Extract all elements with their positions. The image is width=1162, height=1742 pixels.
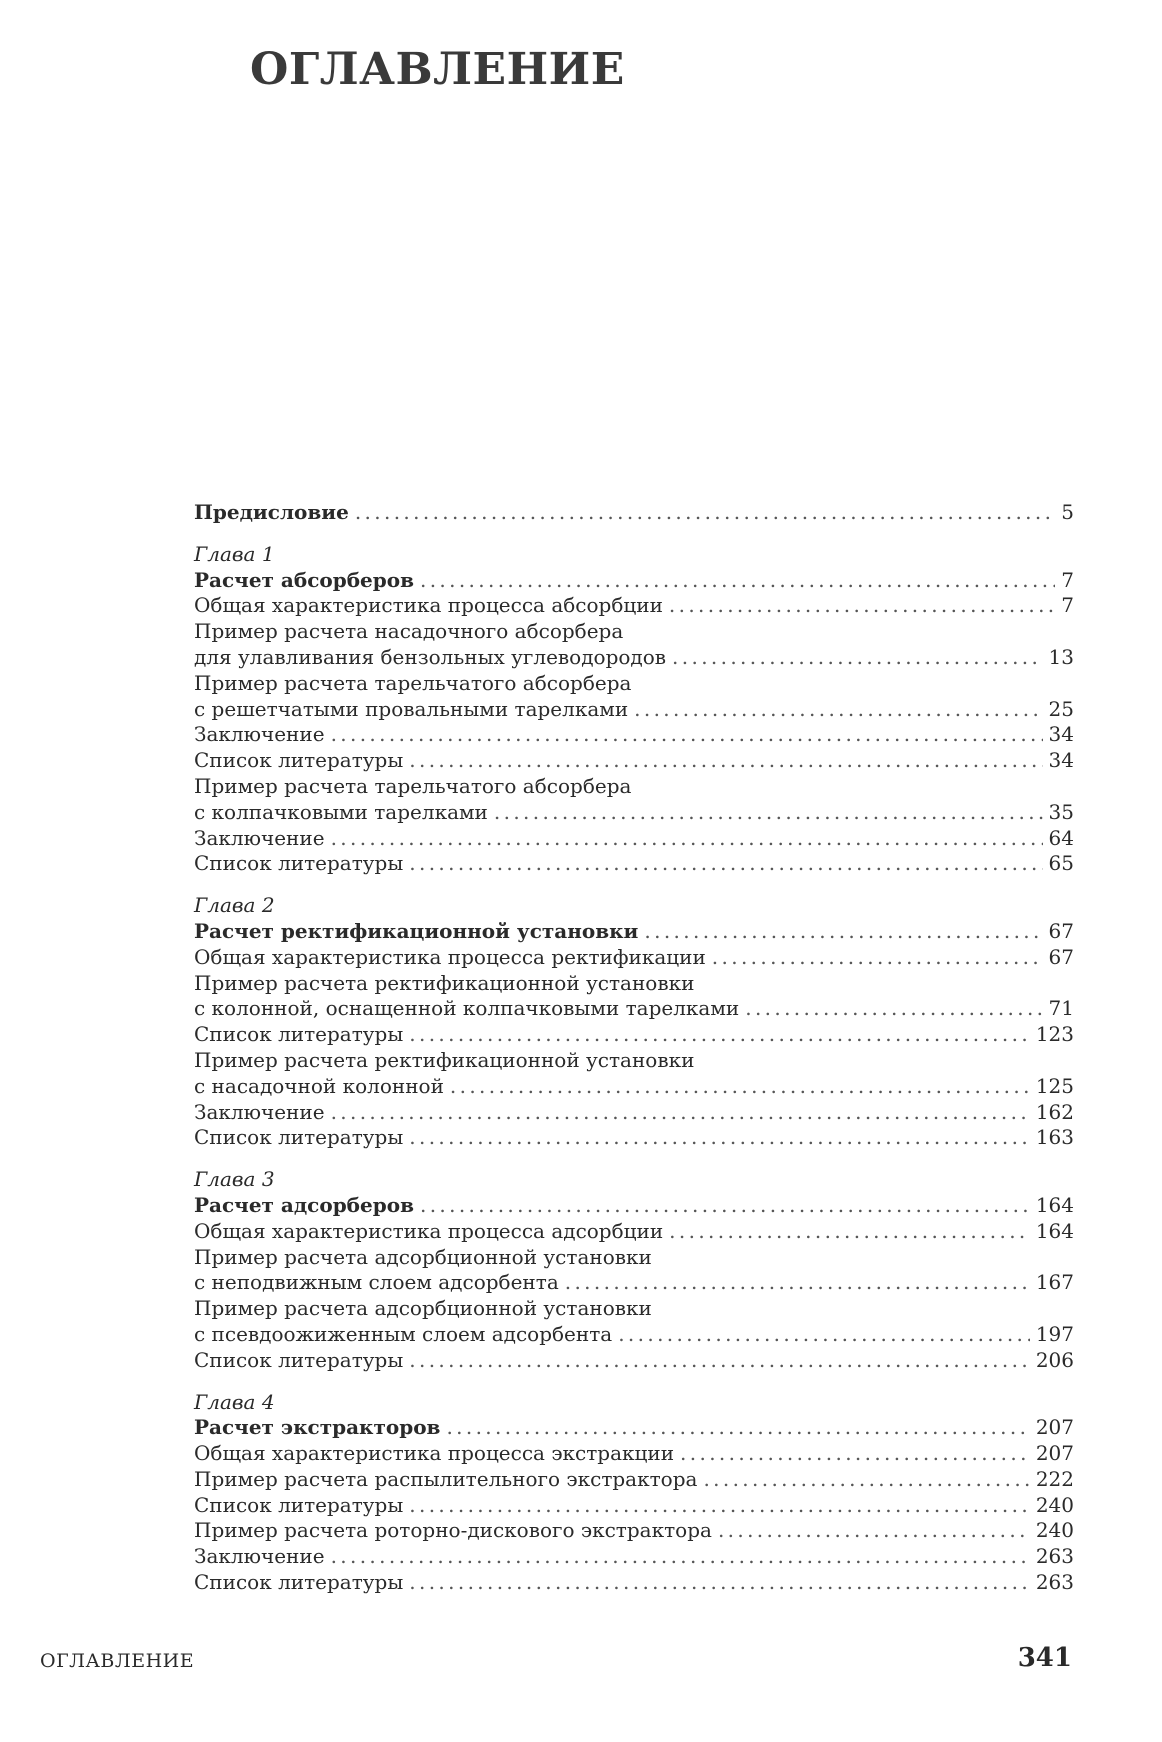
toc-entry[interactable] bbox=[194, 1074, 1074, 1100]
running-footer: ОГЛАВЛЕНИЕ bbox=[40, 1650, 195, 1672]
toc-entry-page: 240 bbox=[1035, 1518, 1074, 1543]
toc-entry[interactable] bbox=[194, 1441, 1074, 1467]
chapter-label: Глава 4 bbox=[194, 1389, 275, 1414]
toc-entry-page: 13 bbox=[1048, 644, 1074, 669]
dot-leader bbox=[669, 1219, 1030, 1245]
toc-entry-page: 164 bbox=[1035, 1218, 1074, 1243]
toc-entry-title: Список литературы bbox=[194, 1022, 404, 1047]
toc-entry-title: Список литературы bbox=[194, 851, 404, 876]
toc-entry-title: с насадочной колонной bbox=[194, 1073, 444, 1098]
chapters-list bbox=[194, 542, 1074, 1596]
toc-entry-page: 64 bbox=[1048, 825, 1074, 850]
toc-entry-title: с колпачковыми тарелками bbox=[194, 799, 488, 824]
dot-leader bbox=[703, 1467, 1029, 1493]
toc-entry-title: Список литературы bbox=[194, 1492, 404, 1517]
toc-entry-page: 125 bbox=[1035, 1073, 1074, 1098]
dot-leader bbox=[331, 1100, 1030, 1126]
dot-leader bbox=[409, 1022, 1030, 1048]
toc-entry[interactable] bbox=[194, 722, 1074, 748]
toc-entry bbox=[194, 1245, 1074, 1271]
chapter-section bbox=[194, 1390, 1074, 1596]
toc-entry-page: 162 bbox=[1035, 1099, 1074, 1124]
dot-leader bbox=[420, 568, 1055, 594]
dot-leader bbox=[409, 1125, 1030, 1151]
toc-entry-page: 67 bbox=[1048, 944, 1074, 969]
toc-entry bbox=[194, 1296, 1074, 1322]
toc-entry[interactable] bbox=[194, 1022, 1074, 1048]
toc-entry[interactable] bbox=[194, 697, 1074, 723]
toc-entry-title: Общая характеристика процесса адсорбции bbox=[194, 1218, 664, 1243]
toc-entry-page: 197 bbox=[1035, 1321, 1074, 1346]
toc-entry-page: 25 bbox=[1048, 696, 1074, 721]
toc-entry[interactable] bbox=[194, 568, 1074, 594]
toc-entry-page: 123 bbox=[1035, 1022, 1074, 1047]
toc-entry[interactable] bbox=[194, 748, 1074, 774]
toc-entry[interactable] bbox=[194, 996, 1074, 1022]
toc-entry-title: Пример расчета тарельчатого абсорбера bbox=[194, 773, 632, 798]
toc-entry-page: 7 bbox=[1061, 567, 1074, 592]
toc-entry-preface[interactable] bbox=[194, 500, 1074, 526]
toc-entry-page: 263 bbox=[1035, 1544, 1074, 1569]
chapter-label: Глава 2 bbox=[194, 893, 275, 918]
toc-entry[interactable] bbox=[194, 1544, 1074, 1570]
toc-entry-title: с неподвижным слоем адсорбента bbox=[194, 1270, 559, 1295]
toc-entry[interactable] bbox=[194, 645, 1074, 671]
dot-leader bbox=[672, 645, 1043, 671]
toc-entry-title: Общая характеристика процесса абсорбции bbox=[194, 593, 663, 618]
dot-leader bbox=[409, 851, 1042, 877]
toc-entry[interactable] bbox=[194, 1570, 1074, 1596]
toc-entry[interactable] bbox=[194, 919, 1074, 945]
dot-leader bbox=[565, 1270, 1030, 1296]
toc-entry-title: Список литературы bbox=[194, 1125, 404, 1150]
toc-entry[interactable] bbox=[194, 1125, 1074, 1151]
toc-entry-page: 222 bbox=[1035, 1466, 1074, 1491]
chapter-label: Глава 3 bbox=[194, 1167, 275, 1192]
toc-entry-title: Расчет адсорберов bbox=[194, 1192, 414, 1217]
toc-entry-page: 7 bbox=[1061, 593, 1074, 618]
toc-entry-page: 67 bbox=[1048, 918, 1074, 943]
toc-entry-title: Пример расчета адсорбционной установки bbox=[194, 1296, 652, 1321]
toc-entry[interactable] bbox=[194, 1415, 1074, 1441]
chapter-section bbox=[194, 542, 1074, 877]
toc-entry-page: 164 bbox=[1035, 1192, 1074, 1217]
dot-leader bbox=[331, 826, 1043, 852]
dot-leader bbox=[409, 1493, 1030, 1519]
toc-entry[interactable] bbox=[194, 1193, 1074, 1219]
toc-entry-title: Пример расчета распылительного экстрактора bbox=[194, 1466, 698, 1491]
dot-leader bbox=[644, 919, 1042, 945]
dot-leader bbox=[745, 996, 1042, 1022]
page-title: ОГЛАВЛЕНИЕ bbox=[250, 44, 625, 95]
toc-entry-page: 206 bbox=[1035, 1347, 1074, 1372]
toc-entry-title: Заключение bbox=[194, 722, 325, 747]
toc-entry[interactable] bbox=[194, 826, 1074, 852]
dot-leader bbox=[718, 1518, 1030, 1544]
toc-entry-title: с решетчатыми провальными тарелками bbox=[194, 696, 629, 721]
toc-entry-page: 71 bbox=[1048, 996, 1074, 1021]
dot-leader bbox=[409, 1348, 1030, 1374]
toc-entry-page: 167 bbox=[1035, 1270, 1074, 1295]
chapter-section bbox=[194, 1167, 1074, 1373]
toc-entry-title: Расчет абсорберов bbox=[194, 567, 414, 592]
dot-leader bbox=[420, 1193, 1030, 1219]
toc-entry-title: Расчет ректификационной установки bbox=[194, 918, 639, 943]
toc-entry-page: 263 bbox=[1035, 1570, 1074, 1595]
toc-entry-title: Список литературы bbox=[194, 1347, 404, 1372]
toc-entry-title: Список литературы bbox=[194, 748, 404, 773]
toc-entry-page: 34 bbox=[1048, 722, 1074, 747]
toc-entry[interactable] bbox=[194, 800, 1074, 826]
dot-leader bbox=[446, 1415, 1029, 1441]
dot-leader bbox=[355, 500, 1055, 526]
dot-leader bbox=[680, 1441, 1030, 1467]
toc-entry-page: 207 bbox=[1035, 1415, 1074, 1440]
toc-entry bbox=[194, 671, 1074, 697]
page-number: 341 bbox=[1017, 1643, 1072, 1673]
toc-entry-page: 34 bbox=[1048, 748, 1074, 773]
toc-entry[interactable] bbox=[194, 1518, 1074, 1544]
toc-entry[interactable] bbox=[194, 1219, 1074, 1245]
toc-entry-title: Расчет экстракторов bbox=[194, 1415, 441, 1440]
toc-entry-title: Общая характеристика процесса ректификации bbox=[194, 944, 706, 969]
toc-entry bbox=[194, 774, 1074, 800]
toc-entry[interactable] bbox=[194, 593, 1074, 619]
toc-entry-title: Пример расчета ректификационной установки bbox=[194, 970, 695, 995]
toc-entry bbox=[194, 619, 1074, 645]
dot-leader bbox=[331, 1544, 1030, 1570]
toc-entry-title: Общая характеристика процесса экстракции bbox=[194, 1441, 675, 1466]
dot-leader bbox=[634, 697, 1042, 723]
toc-entry-title: с псевдоожиженным слоем адсорбента bbox=[194, 1321, 613, 1346]
toc-entry-title: Пример расчета насадочного абсорбера bbox=[194, 619, 624, 644]
toc-entry-title: Предисловие bbox=[194, 500, 349, 524]
toc-entry-title: Заключение bbox=[194, 1544, 325, 1569]
dot-leader bbox=[331, 722, 1043, 748]
toc-entry-title: для улавливания бензольных углеводородов bbox=[194, 644, 667, 669]
toc-entry-page: 35 bbox=[1048, 799, 1074, 824]
chapter-section bbox=[194, 893, 1074, 1151]
toc-entry[interactable] bbox=[194, 1100, 1074, 1126]
toc-entry-page: 207 bbox=[1035, 1441, 1074, 1466]
dot-leader bbox=[409, 1570, 1030, 1596]
toc-entry bbox=[194, 971, 1074, 997]
dot-leader bbox=[618, 1322, 1030, 1348]
dot-leader bbox=[669, 593, 1055, 619]
dot-leader bbox=[494, 800, 1043, 826]
toc-entry bbox=[194, 1048, 1074, 1074]
toc-entry[interactable] bbox=[194, 1322, 1074, 1348]
dot-leader bbox=[450, 1074, 1030, 1100]
toc-entry-page: 65 bbox=[1048, 851, 1074, 876]
toc-entry[interactable] bbox=[194, 1270, 1074, 1296]
toc-entry-page: 240 bbox=[1035, 1492, 1074, 1517]
table-of-contents bbox=[194, 500, 1074, 1596]
toc-entry[interactable] bbox=[194, 1493, 1074, 1519]
toc-entry-title: Пример расчета тарельчатого абсорбера bbox=[194, 670, 632, 695]
toc-entry[interactable] bbox=[194, 1467, 1074, 1493]
toc-entry-page: 5 bbox=[1061, 500, 1074, 524]
toc-entry-title: Пример расчета адсорбционной установки bbox=[194, 1244, 652, 1269]
toc-entry-title: Заключение bbox=[194, 825, 325, 850]
toc-entry-title: Пример расчета роторно-дискового экстрактора bbox=[194, 1518, 712, 1543]
toc-entry-title: с колонной, оснащенной колпачковыми тарелками bbox=[194, 996, 740, 1021]
toc-entry-title: Пример расчета ректификационной установки bbox=[194, 1047, 695, 1072]
dot-leader bbox=[409, 748, 1042, 774]
dot-leader bbox=[712, 945, 1043, 971]
toc-entry-title: Список литературы bbox=[194, 1570, 404, 1595]
toc-entry[interactable] bbox=[194, 851, 1074, 877]
toc-entry-title: Заключение bbox=[194, 1099, 325, 1124]
toc-entry[interactable] bbox=[194, 1348, 1074, 1374]
chapter-label: Глава 1 bbox=[194, 541, 275, 566]
toc-entry[interactable] bbox=[194, 945, 1074, 971]
toc-entry-page: 163 bbox=[1035, 1125, 1074, 1150]
